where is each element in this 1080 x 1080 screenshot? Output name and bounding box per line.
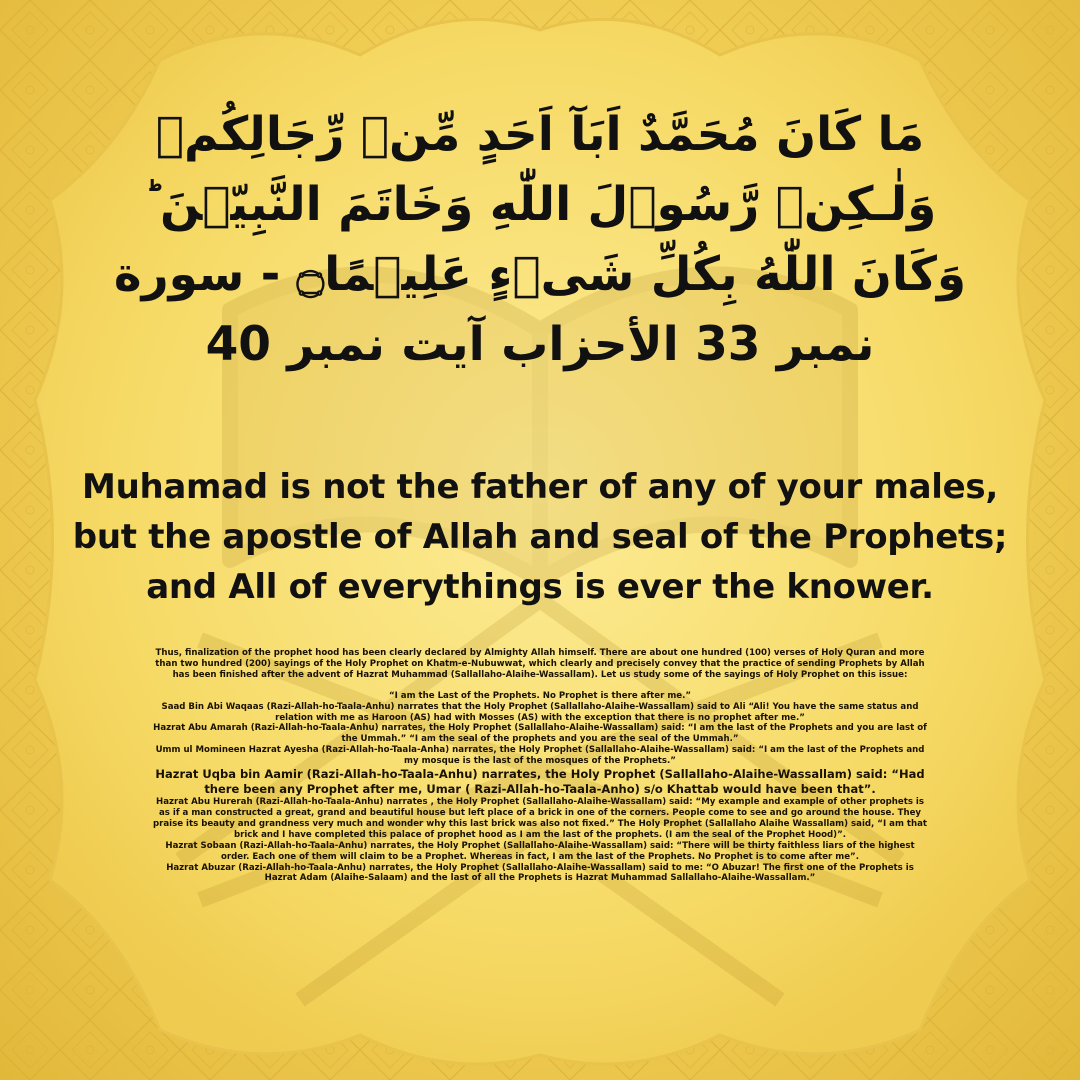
poster-content [30, 0, 1050, 1080]
intro-paragraph: Thus, finalization of the prophet hood has been clearly declared by Almighty Allah himself. There are about one hundred (100) verses of Holy Quran and more than two hundred (200) sayings of the Holy Prophet on Khatm-e-Nubuwwat, which clearly and precisely convey that the practice of sending Prophets by Allah has been finished after the advent of Hazrat Muhammad (Sallallaho-Alaihe-Wassallam). Let us study some of the sayings of Holy Prophet on this issue: [155, 648, 925, 680]
arabic-verse-line-2: وَلٰـكِنۡ رَّسُوۡلَ اللّٰهِ وَخَاتَمَ النَّبِيّٖنَ ؕ [143, 177, 937, 232]
hadith-saad-bin-abi-waqaas: Saad Bin Abi Waqaas (Razi-Allah-ho-Taala-Anhu) narrates that the Holy Prophet (Sallallaho-Alaihe-Wassallam) said to Ali “Ali! You have the same status and relation with me as Haroon (AS) had with Mosses (AS) with the exception that there is no prophet after me.” [161, 701, 919, 723]
english-translation [30, 462, 1050, 612]
hadith-sobaan: Hazrat Sobaan (Razi-Allah-ho-Taala-Anhu) narrates, the Holy Prophet (Sallallaho-Alaihe-Wassallam) said: “There will be thirty faithless liars of the highest order. Each one of them will claim to be a Prophet. Whereas in fact, I am the last of the Prophets. No Prophet is to come after me”. [165, 840, 915, 862]
english-translation-line-2: but the apostle of Allah and seal of the Prophets; [72, 517, 1008, 557]
hadith-abu-hurerah: Hazrat Abu Hurerah (Razi-Allah-ho-Taala-Anhu) narrates , the Holy Prophet (Sallallaho-Alaihe-Wassallam) said: “My example and example of other prophets is as if a man constructed a great, grand and beautiful house but left place of a brick in one of the corners. People come to see and go around the house. They praise its beauty and grandness very much and wonder why this last brick was also not fixed.” The Holy Prophet (Sallallaho Alaihe Wassallam) said, “I am that brick and I have completed this palace of prophet hood as I am the last of the prophets. (I am the seal of the Prophet Hood)”. [152, 797, 928, 840]
arabic-verse-line-1: مَا كَانَ مُحَمَّدٌ اَبَآ اَحَدٍ مِّنۡ رِّجَالِكُمۡ [155, 107, 925, 162]
hadith-hazrat-ayesha: Umm ul Momineen Hazrat Ayesha (Razi-Allah-ho-Taala-Anha) narrates, the Holy Prophet (Sallallaho-Alaihe-Wassallam) said: “I am the last of the Prophets and my mosque is the last of the mosques of the Prophets.” [155, 745, 925, 767]
english-translation-line-1: Muhamad is not the father of any of your males, [82, 467, 998, 507]
arabic-verse-reference: نمبر 33 الأحزاب آيت نمبر 40 [205, 317, 875, 372]
arabic-verse [30, 100, 1050, 380]
english-translation-line-3: and All of everythings is ever the knower. [146, 567, 934, 607]
hadith-abu-amarah: Hazrat Abu Amarah (Razi-Allah-ho-Taala-Anhu) narrates, the Holy Prophet (Sallallaho-Alaihe-Wassallam) said: “I am the last of the Prophets and you are last of the Ummah.” “I am the seal of the prophets and you are the seal of the Ummah.” [153, 723, 927, 745]
body-text [150, 648, 930, 884]
hadith-abuzar: Hazrat Abuzar (Razi-Allah-ho-Taala-Anhu) narrates, the Holy Prophet (Sallallaho-Alaihe-Wassallam) said to me: “O Abuzar! The first one of the Prophets is Hazrat Adam (Alaihe-Salaam) and the last of all the Prophets is Hazrat Muhammad Sallallaho-Alaihe-Wassallam.” [166, 862, 914, 884]
paragraph-spacer [150, 681, 930, 691]
hadith-uqba-bin-aamir: Hazrat Uqba bin Aamir (Razi-Allah-ho-Taala-Anhu) narrates, the Holy Prophet (Sallallaho-Alaihe-Wassallam) said: “Had there been any Prophet after me, Umar ( Razi-Allah-ho-Taala-Anho) s/o Khattab would have been that”. [155, 767, 925, 797]
hadith-quote: “I am the Last of the Prophets. No Prophet is there after me.” [388, 690, 692, 701]
arabic-verse-line-3: وَكَانَ اللّٰهُ بِكُلِّ شَىۡءٍ عَلِيۡمًا۝ - سورة [113, 247, 967, 302]
